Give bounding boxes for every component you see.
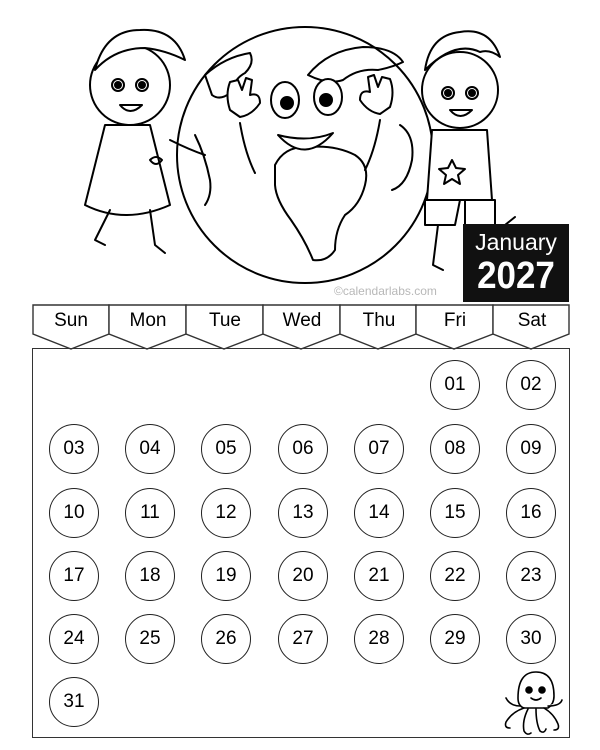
- date-cell: 23: [506, 551, 556, 601]
- date-cell: 29: [430, 614, 480, 664]
- date-cell: 16: [506, 488, 556, 538]
- date-cell: 11: [125, 488, 175, 538]
- weekday-sat: Sat: [517, 310, 547, 331]
- date-cell: 10: [49, 488, 99, 538]
- date-cell: 12: [201, 488, 251, 538]
- date-cell: 22: [430, 551, 480, 601]
- date-cell: 02: [506, 360, 556, 410]
- date-cell: 21: [354, 551, 404, 601]
- weekday-fri: Fri: [443, 310, 467, 331]
- date-cell: 19: [201, 551, 251, 601]
- weekday-sun: Sun: [54, 310, 88, 331]
- date-cell: 26: [201, 614, 251, 664]
- date-cell: 17: [49, 551, 99, 601]
- date-cell: 06: [278, 424, 328, 474]
- weekday-mon: Mon: [129, 310, 167, 331]
- date-cell: 15: [430, 488, 480, 538]
- date-cell: 18: [125, 551, 175, 601]
- date-cell: 31: [49, 677, 99, 727]
- date-cell: 05: [201, 424, 251, 474]
- date-cell: 04: [125, 424, 175, 474]
- weekday-thu: Thu: [362, 310, 396, 331]
- date-cell: 01: [430, 360, 480, 410]
- date-cell: 08: [430, 424, 480, 474]
- watermark: ©calendarlabs.com: [334, 284, 437, 298]
- date-cell: 28: [354, 614, 404, 664]
- month-title: January: [475, 229, 557, 255]
- date-cell: 03: [49, 424, 99, 474]
- date-cell: 09: [506, 424, 556, 474]
- date-cell: 30: [506, 614, 556, 664]
- year-title: 2027: [477, 255, 555, 297]
- month-year-box: [463, 224, 569, 302]
- date-cell: 14: [354, 488, 404, 538]
- weekday-tue: Tue: [208, 310, 242, 331]
- weekday-header: [32, 304, 570, 350]
- weekday-wed: Wed: [282, 310, 322, 331]
- date-cell: 07: [354, 424, 404, 474]
- date-cell: 24: [49, 614, 99, 664]
- date-cell: 27: [278, 614, 328, 664]
- date-cell: 20: [278, 551, 328, 601]
- kids-hugging-earth-illustration: [80, 15, 520, 285]
- date-cell: 25: [125, 614, 175, 664]
- calendar-grid: [32, 348, 570, 738]
- date-cell: 13: [278, 488, 328, 538]
- octopus-icon: [498, 668, 566, 740]
